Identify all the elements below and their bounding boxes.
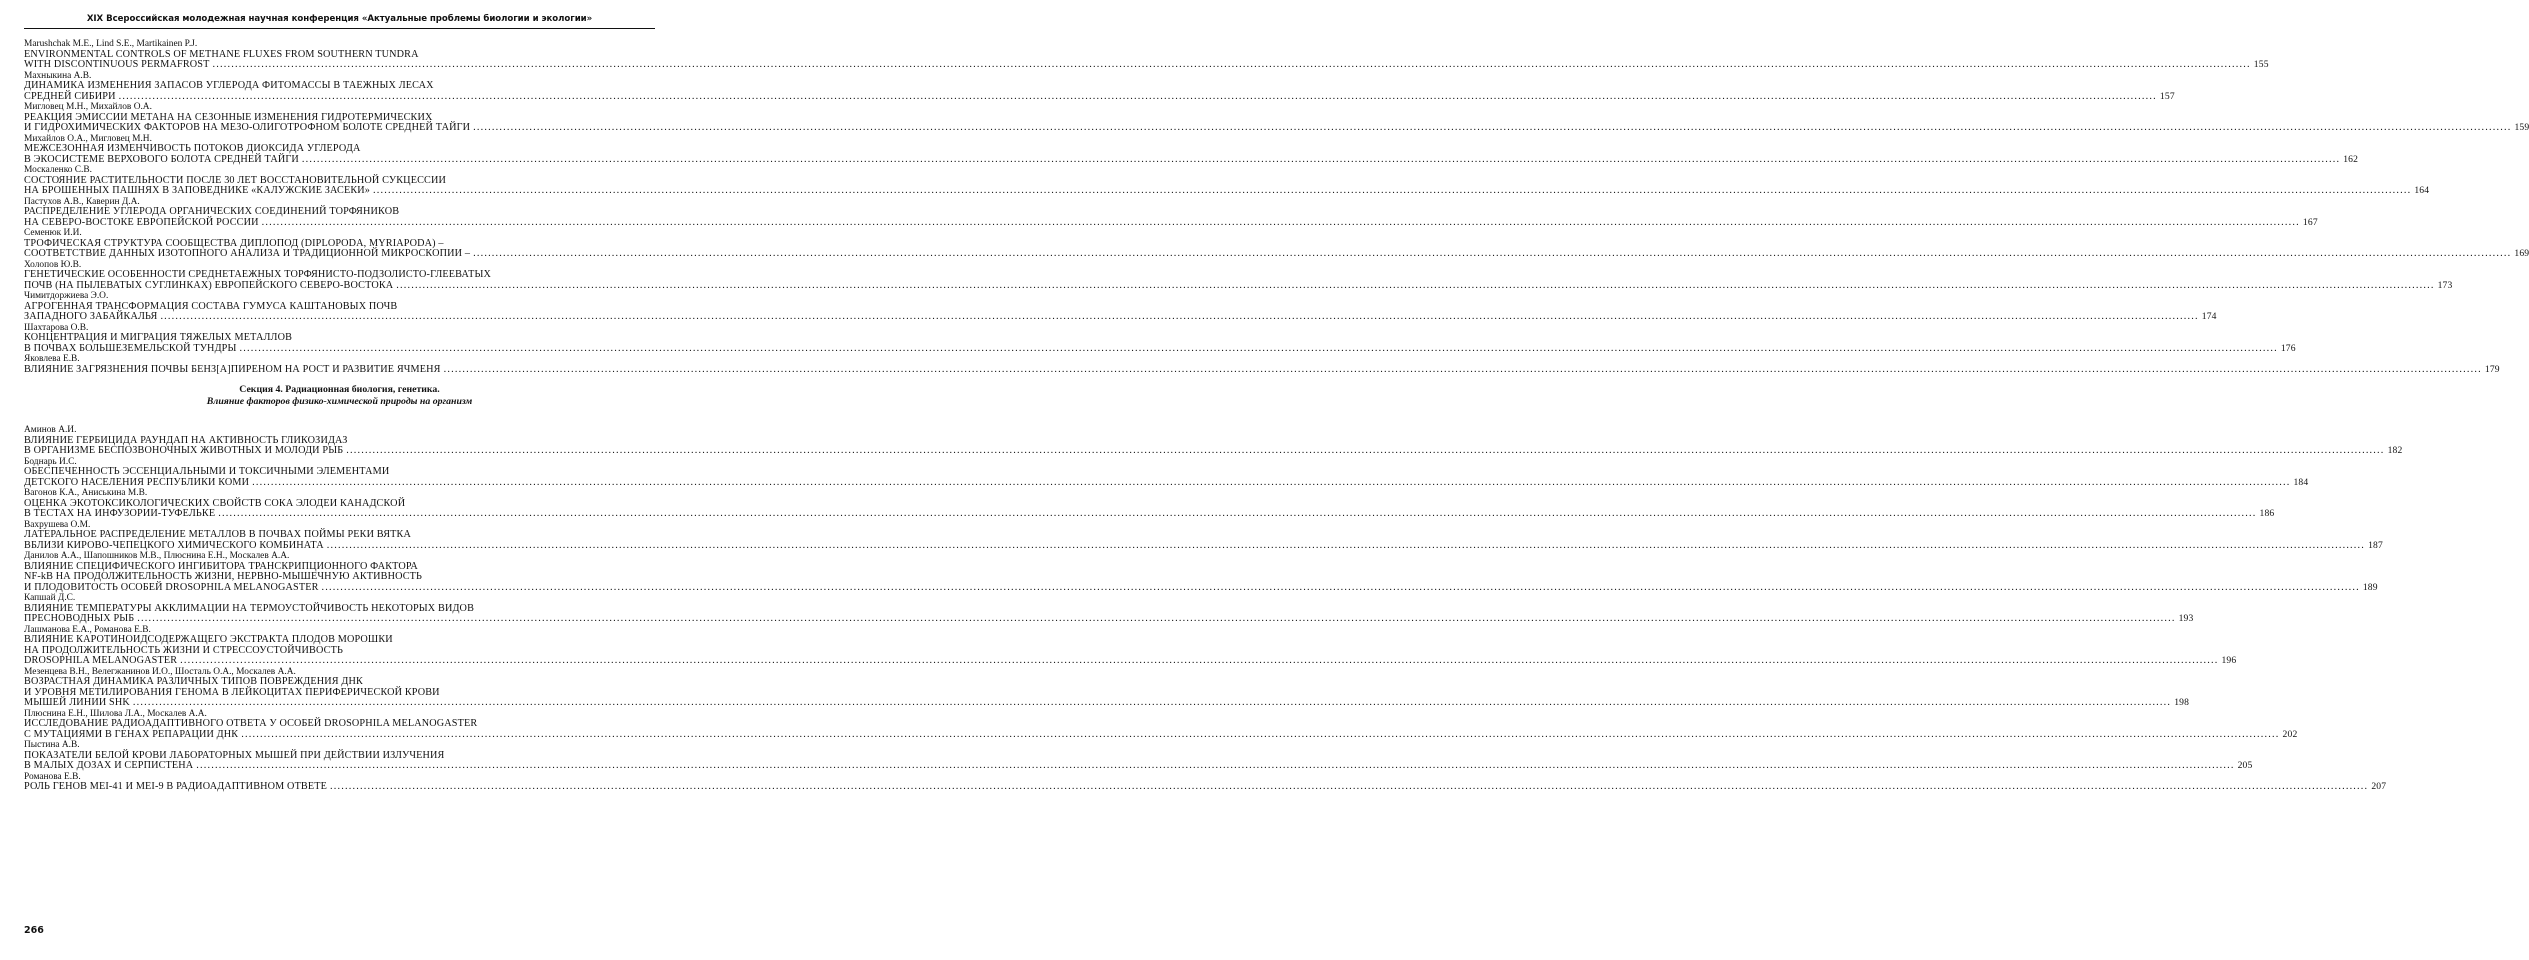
entry-title-line — [24, 581, 2378, 594]
toc-entry — [24, 740, 2253, 772]
toc-entry — [24, 322, 2296, 355]
entry-title-line: ИССЛЕДОВАНИЕ РАДИОАДАПТИВНОГО ОТВЕТА У ОСОБЕЙ DROSOPHILA MELANOGASTER — [24, 718, 478, 729]
entry-title-line: И УРОВНЯ МЕТИЛИРОВАНИЯ ГЕНОМА В ЛЕЙКОЦИТАХ ПЕРИФЕРИЧЕСКОЙ КРОВИ — [24, 686, 440, 698]
entry-title-text: МЫШЕЙ ЛИНИИ SHK — [24, 697, 130, 708]
entry-title-line — [24, 342, 2296, 355]
dot-leader — [252, 478, 2290, 489]
entry-title-line: СОСТОЯНИЕ РАСТИТЕЛЬНОСТИ ПОСЛЕ 30 ЛЕТ ВОССТАНОВИТЕЛЬНОЙ СУКЦЕССИИ — [24, 174, 446, 186]
entry-title-line — [24, 697, 2190, 709]
entry-title-line: ПОКАЗАТЕЛИ БЕЛОЙ КРОВИ ЛАБОРАТОРНЫХ МЫШЕЙ ПРИ ДЕЙСТВИИ ИЗЛУЧЕНИЯ — [24, 749, 445, 761]
entry-title-line: ГЕНЕТИЧЕСКИЕ ОСОБЕННОСТИ СРЕДНЕТАЕЖНЫХ ТОРФЯНИСТО-ПОДЗОЛИСТО-ГЛЕЕВАТЫХ — [24, 269, 491, 280]
entry-title-text: СООТВЕТСТВИЕ ДАННЫХ ИЗОТОПНОГО АНАЛИЗА И ТРАДИЦИОННОЙ МИКРОСКОПИИ – — [24, 248, 471, 259]
entry-page-number: 186 — [2259, 508, 2275, 519]
entry-title-line — [24, 153, 2359, 166]
entry-title-text: В ПОЧВАХ БОЛЬШЕЗЕМЕЛЬСКОЙ ТУНДРЫ — [24, 342, 237, 354]
toc-entry — [24, 259, 2453, 292]
entry-page-number: 196 — [2221, 655, 2237, 666]
entry-page-number: 205 — [2237, 760, 2253, 771]
entry-title-line: ЛАТЕРАЛЬНОЕ РАСПРЕДЕЛЕНИЕ МЕТАЛЛОВ В ПОЧВАХ ПОЙМЫ РЕКИ ВЯТКА — [24, 529, 411, 540]
toc-entry — [24, 551, 2378, 593]
toc-entry — [24, 165, 2430, 197]
toc-list-a — [24, 39, 2529, 375]
entry-title-text: РОЛЬ ГЕНОВ MEI-41 И MEI-9 В РАДИОАДАПТИВНОМ ОТВЕТЕ — [24, 781, 327, 792]
entry-page-number: 169 — [2514, 248, 2529, 259]
toc-entry — [24, 133, 2359, 166]
dot-leader — [373, 186, 2411, 197]
section-title: Секция 4. Радиационная биология, генетика. — [239, 384, 440, 395]
entry-title-line: РАСПРЕДЕЛЕНИЕ УГЛЕРОДА ОРГАНИЧЕСКИХ СОЕДИНЕНИЙ ТОРФЯНИКОВ — [24, 206, 400, 217]
entry-title-line — [24, 655, 2237, 667]
dot-leader — [160, 312, 2198, 323]
toc-entry — [24, 456, 2309, 489]
entry-title-line — [24, 185, 2430, 197]
entry-title-line — [24, 90, 2175, 103]
entry-page-number: 157 — [2159, 90, 2175, 102]
section-heading — [24, 384, 655, 407]
toc-entry — [24, 102, 2529, 134]
entry-title-line — [24, 508, 2275, 520]
dot-leader — [119, 92, 2157, 103]
entry-title-text: ВЛИЯНИЕ ЗАГРЯЗНЕНИЯ ПОЧВЫ БЕНЗ[А]ПИРЕНОМ НА РОСТ И РАЗВИТИЕ ЯЧМЕНЯ — [24, 363, 441, 375]
entry-title-line: НА ПРОДОЛЖИТЕЛЬНОСТЬ ЖИЗНИ И СТРЕССОУСТОЙЧИВОСТЬ — [24, 644, 343, 656]
entry-title-text: В ОРГАНИЗМЕ БЕСПОЗВОНОЧНЫХ ЖИВОТНЫХ И МОЛОДИ РЫБ — [24, 445, 344, 456]
entry-authors: Романова Е.В. — [24, 771, 81, 782]
entry-authors: Михайлов О.А., Мигловец М.Н. — [24, 133, 152, 144]
entry-title-text: WITH DISCONTINUOUS PERMAFROST — [24, 59, 210, 70]
entry-page-number: 162 — [2343, 153, 2359, 165]
dot-leader — [262, 218, 2300, 229]
entry-title-text: И ПЛОДОВИТОСТЬ ОСОБЕЙ DROSOPHILA MELANOGASTER — [24, 581, 319, 593]
entry-title-line — [24, 279, 2453, 292]
entry-title-text: И ГИДРОХИМИЧЕСКИХ ФАКТОРОВ НА МЕЗО-ОЛИГОТРОФНОМ БОЛОТЕ СРЕДНЕЙ ТАЙГИ — [24, 122, 471, 133]
entry-title-line — [24, 122, 2529, 134]
entry-title-line — [24, 248, 2529, 260]
entry-title-text: НА БРОШЕННЫХ ПАШНЯХ В ЗАПОВЕДНИКЕ «КАЛУЖСКИЕ ЗАСЕКИ» — [24, 185, 371, 196]
entry-page-number: 167 — [2302, 216, 2318, 228]
entry-title-text: DROSOPHILA MELANOGASTER — [24, 655, 178, 666]
entry-page-number: 164 — [2414, 185, 2430, 196]
entry-title-line: ДИНАМИКА ИЗМЕНЕНИЯ ЗАПАСОВ УГЛЕРОДА ФИТОМАССЫ В ТАЕЖНЫХ ЛЕСАХ — [24, 80, 434, 91]
toc-entry — [24, 425, 2403, 457]
dot-leader — [240, 344, 2278, 355]
entry-title-line: МЕЖСЕЗОННАЯ ИЗМЕНЧИВОСТЬ ПОТОКОВ ДИОКСИДА УГЛЕРОДА — [24, 143, 361, 154]
entry-page-number: 176 — [2280, 342, 2296, 354]
entry-authors: Marushchak M.E., Lind S.E., Martikainen P.J. — [24, 39, 198, 49]
entry-title-line — [24, 539, 2383, 552]
entry-title-line: ВЛИЯНИЕ ГЕРБИЦИДА РАУНДАП НА АКТИВНОСТЬ ГЛИКОЗИДАЗ — [24, 434, 348, 446]
running-header: XIX Всероссийская молодежная научная конференция «Актуальные проблемы биологии и экологии» — [24, 14, 655, 29]
entry-title-text: В ЭКОСИСТЕМЕ ВЕРХОВОГО БОЛОТА СРЕДНЕЙ ТАЙГИ — [24, 153, 299, 165]
entry-authors: Данилов А.А., Шапошников М.В., Плюснина Е.Н., Москалев А.А. — [24, 551, 290, 561]
entry-title-text: НА СЕВЕРО-ВОСТОКЕ ЕВРОПЕЙСКОЙ РОССИИ — [24, 216, 259, 228]
toc-entry — [24, 39, 2269, 71]
entry-title-text: ПРЕСНОВОДНЫХ РЫБ — [24, 613, 135, 624]
toc-entry — [24, 488, 2275, 520]
entry-authors: Плюснина Е.Н., Шилова Л.А., Москалев А.А. — [24, 708, 207, 719]
toc-entry — [24, 196, 2318, 229]
entry-title-text: ЗАПАДНОГО ЗАБАЙКАЛЬЯ — [24, 311, 158, 322]
entry-title-line: NF-kB НА ПРОДОЛЖИТЕЛЬНОСТЬ ЖИЗНИ, НЕРВНО-МЫШЕЧНУЮ АКТИВНОСТЬ — [24, 571, 423, 582]
entry-title-line: ОЦЕНКА ЭКОТОКСИКОЛОГИЧЕСКИХ СВОЙСТВ СОКА ЭЛОДЕИ КАНАДСКОЙ — [24, 497, 406, 509]
entry-title-line — [24, 216, 2318, 229]
entry-title-line — [24, 760, 2253, 772]
entry-title-line — [24, 613, 2194, 625]
entry-authors: Аминов А.И. — [24, 425, 77, 435]
toc-entry — [24, 354, 2500, 375]
entry-page-number: 207 — [2371, 781, 2387, 792]
entry-title-line: АГРОГЕННАЯ ТРАНСФОРМАЦИЯ СОСТАВА ГУМУСА КАШТАНОВЫХ ПОЧВ — [24, 300, 398, 312]
entry-title-line — [24, 445, 2403, 457]
entry-authors: Махныкина А.В. — [24, 70, 92, 81]
entry-authors: Вагонов К.А., Аниськина М.В. — [24, 488, 148, 498]
entry-page-number: 174 — [2201, 311, 2217, 322]
entry-page-number: 159 — [2514, 122, 2529, 133]
entry-title-text: В МАЛЫХ ДОЗАХ И СЕРПИСТЕНА — [24, 760, 194, 771]
dot-leader — [396, 281, 2434, 292]
toc-entry — [24, 624, 2237, 667]
dot-leader — [241, 730, 2279, 741]
toc-entry — [24, 708, 2298, 741]
dot-leader — [196, 761, 2234, 772]
toc-list-b — [24, 425, 2403, 793]
entry-title-text: СРЕДНЕЙ СИБИРИ — [24, 90, 116, 102]
toc-entry — [24, 70, 2175, 103]
dot-leader — [218, 509, 2256, 520]
entry-title-line — [24, 476, 2309, 489]
entry-title-line: ТРОФИЧЕСКАЯ СТРУКТУРА СООБЩЕСТВА ДИПЛОПОД (DIPLOPODA, MYRIAPODA) – — [24, 237, 444, 249]
entry-authors: Чимитдоржиева Э.О. — [24, 291, 109, 301]
entry-page-number: 193 — [2178, 613, 2194, 624]
dot-leader — [212, 60, 2250, 71]
entry-page-number: 184 — [2293, 476, 2309, 488]
dot-leader — [444, 365, 2482, 376]
page — [24, 14, 2529, 793]
dot-leader — [346, 446, 2384, 457]
entry-authors: Пастухов А.В., Каверин Д.А. — [24, 196, 140, 207]
entry-title-line: РЕАКЦИЯ ЭМИССИИ МЕТАНА НА СЕЗОННЫЕ ИЗМЕНЕНИЯ ГИДРОТЕРМИЧЕСКИХ — [24, 111, 433, 123]
entry-authors: Шахтарова О.В. — [24, 322, 89, 333]
entry-authors: Москаленко С.В. — [24, 165, 92, 175]
entry-title-line: ОБЕСПЕЧЕННОСТЬ ЭССЕНЦИАЛЬНЫМИ И ТОКСИЧНЫМИ ЭЛЕМЕНТАМИ — [24, 466, 390, 477]
dot-leader — [180, 656, 2218, 667]
entry-title-line — [24, 311, 2217, 323]
entry-authors: Капшай Д.С. — [24, 593, 76, 603]
entry-authors: Холопов Ю.В. — [24, 259, 82, 270]
entry-title-text: ДЕТСКОГО НАСЕЛЕНИЯ РЕСПУБЛИКИ КОМИ — [24, 476, 250, 488]
entry-page-number: 155 — [2253, 59, 2269, 70]
entry-authors: Мезенцева В.Н., Велегжанинов И.О., Шосталь О.А., Москалев А.А. — [24, 666, 296, 677]
entry-title-line: ВЛИЯНИЕ СПЕЦИФИЧЕСКОГО ИНГИБИТОРА ТРАНСКРИПЦИОННОГО ФАКТОРА — [24, 560, 418, 572]
page-number: 266 — [24, 925, 44, 936]
toc-entry — [24, 593, 2194, 625]
entry-page-number: 189 — [2362, 581, 2378, 593]
entry-page-number: 179 — [2484, 363, 2500, 375]
entry-authors: Боднарь И.С. — [24, 456, 77, 467]
entry-title-line — [24, 59, 2269, 71]
entry-title-text: С МУТАЦИЯМИ В ГЕНАХ РЕПАРАЦИИ ДНК — [24, 728, 239, 740]
entry-page-number: 173 — [2437, 279, 2453, 291]
entry-page-number: 187 — [2368, 539, 2383, 551]
section-subtitle: Влияние факторов физико-химической природы на организм — [206, 395, 473, 407]
toc-entry — [24, 228, 2529, 260]
dot-leader — [133, 698, 2171, 709]
dot-leader — [322, 583, 2360, 594]
entry-page-number: 182 — [2387, 445, 2403, 456]
entry-authors: Пыстина А.В. — [24, 740, 80, 750]
entry-title-text: ВБЛИЗИ КИРОВО-ЧЕПЕЦКОГО ХИМИЧЕСКОГО КОМБИНАТА — [24, 539, 324, 551]
dot-leader — [330, 782, 2368, 793]
dot-leader — [327, 541, 2365, 552]
toc-entry — [24, 519, 2383, 552]
toc-entry — [24, 291, 2217, 323]
entry-title-line: ВОЗРАСТНАЯ ДИНАМИКА РАЗЛИЧНЫХ ТИПОВ ПОВРЕЖДЕНИЯ ДНК — [24, 676, 363, 687]
entry-title-text: ПОЧВ (НА ПЫЛЕВАТЫХ СУГЛИНКАХ) ЕВРОПЕЙСКОГО СЕВЕРО-ВОСТОКА — [24, 279, 394, 291]
entry-authors: Семенюк И.И. — [24, 228, 82, 238]
entry-authors: Лашманова Е.А., Романова Е.В. — [24, 624, 151, 635]
entry-title-line: ENVIRONMENTAL CONTROLS OF METHANE FLUXES FROM SOUTHERN TUNDRA — [24, 48, 419, 60]
entry-title-line — [24, 781, 2387, 793]
entry-title-line: КОНЦЕНТРАЦИЯ И МИГРАЦИЯ ТЯЖЕЛЫХ МЕТАЛЛОВ — [24, 332, 293, 343]
entry-authors: Яковлева Е.В. — [24, 354, 80, 364]
toc-entry — [24, 771, 2387, 793]
entry-page-number: 202 — [2282, 728, 2298, 740]
entry-title-line — [24, 728, 2298, 741]
dot-leader — [137, 614, 2175, 625]
entry-title-line: ВЛИЯНИЕ ТЕМПЕРАТУРЫ АККЛИМАЦИИ НА ТЕРМОУСТОЙЧИВОСТЬ НЕКОТОРЫХ ВИДОВ — [24, 602, 475, 614]
dot-leader — [473, 249, 2511, 260]
dot-leader — [473, 123, 2511, 134]
entry-title-line — [24, 363, 2500, 376]
entry-title-text: В ТЕСТАХ НА ИНФУЗОРИИ-ТУФЕЛЬКЕ — [24, 508, 216, 519]
entry-title-line: ВЛИЯНИЕ КАРОТИНОИДСОДЕРЖАЩЕГО ЭКСТРАКТА ПЛОДОВ МОРОШКИ — [24, 634, 393, 645]
entry-authors: Мигловец М.Н., Михайлов О.А. — [24, 102, 152, 112]
dot-leader — [302, 155, 2340, 166]
toc-entry — [24, 666, 2190, 709]
entry-page-number: 198 — [2174, 697, 2190, 708]
entry-authors: Вахрушева О.М. — [24, 519, 91, 530]
